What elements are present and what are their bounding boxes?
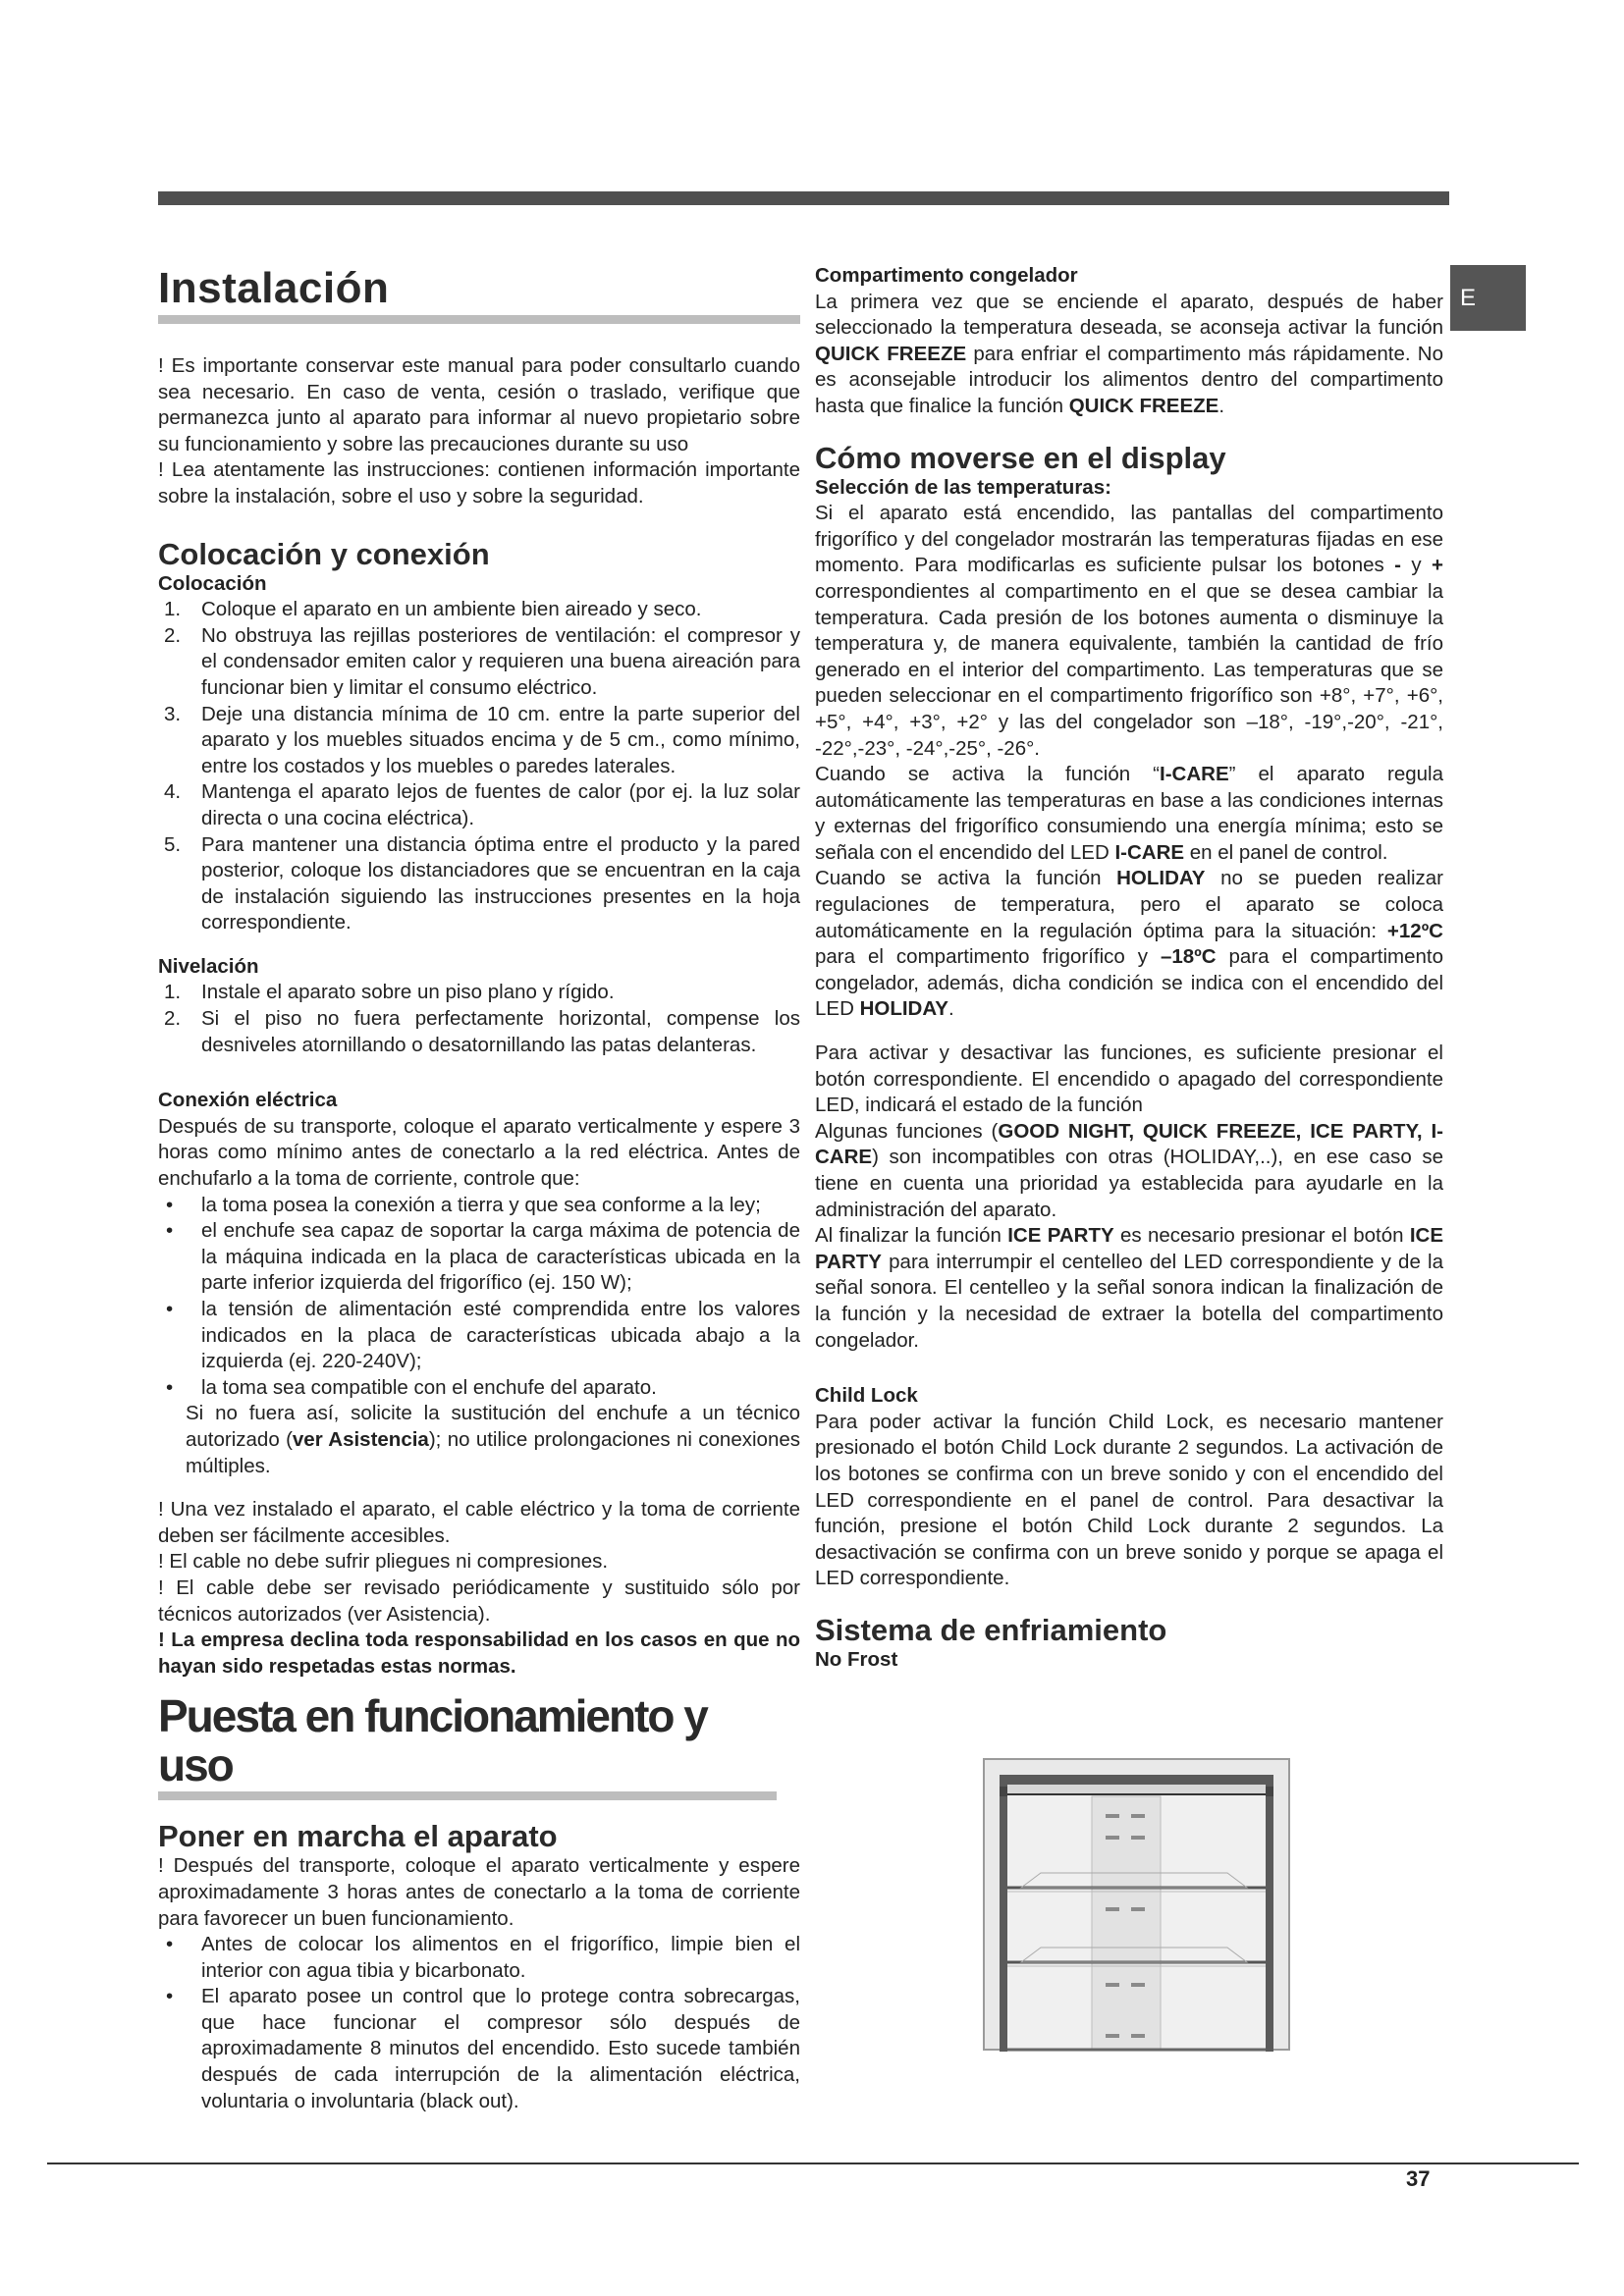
- top-rule: [158, 191, 1449, 205]
- child-lock-paragraph: Para poder activar la función Child Lock, es necesario mantener presionado el botón Child Lock durante 2 segundos. La activación de los botones se confirma con un breve sonido y con el encendido del LED correspondiente en el panel de control. Para desactivar la función, presione el botón Child Lock durante 2 segundos. La desactivación se confirma con un breve sonido y porque se apaga el LED correspondiente.: [815, 1410, 1443, 1590]
- temperature-selection-paragraph: Si el aparato está encendido, las pantallas del compartimento frigorífico y del congelador mostrarán las temperaturas fijadas en ese momento. Para modificarlas es suficiente pulsar los botones - y + correspondientes al compartimento en el que se desea cambiar la temperatura. Cada presión de los botones aumenta o disminuye la temperatura y, de manera equivalente, también la cantidad de frío generado en el interior del compartimento. Las temperaturas que se pueden seleccionar en el compartimento frigorífico son +8°, +7°, +6°, +5°, +4°, +3°, +2° y las del congelador son –18°, -19°,-20°, -21°, -22°,-23°, -24°,-25°, -26°.: [815, 502, 1443, 760]
- bottom-rule: [47, 2163, 1579, 2164]
- freezer-paragraph: La primera vez que se enciende el aparato, después de haber seleccionado la temperatura deseada, se aconseja activar la función QUICK FREEZE para enfriar el compartimento más rápidamente. No es aconsejable introducir los alimentos dentro del compartimento hasta que finalice la función QUICK FREEZE.: [815, 290, 1443, 417]
- temperature-selection-subtitle: Selección de las temperaturas:: [815, 475, 1111, 499]
- list-item: • la toma posea la conexión a tierra y que sea conforme a la ley;: [158, 1193, 800, 1219]
- list-item: • el enchufe sea capaz de soportar la carga máxima de potencia de la máquina indicada en la placa de características ubicada en la parte inferior izquierda del frigorífico (ej. 150 W);: [158, 1218, 800, 1297]
- display-title: Cómo moverse en el display: [815, 440, 1226, 475]
- left-column: [158, 250, 800, 2114]
- page-number: 37: [1406, 2166, 1431, 2191]
- leveling-list: [158, 980, 800, 1058]
- cooling-system-title: Sistema de enfriamiento: [815, 1612, 1167, 1647]
- holiday-paragraph: Cuando se activa la función HOLIDAY no se pueden realizar regulaciones de temperatura, pero el aparato se coloca automáticamente en la regulación óptima para la situación: +12ºC para el compartimento frigorífico y –18ºC para el compartimento congelador, además, dicha condición se indica con el encendido del LED HOLIDAY.: [815, 867, 1443, 1021]
- language-tab-label: E: [1460, 285, 1477, 311]
- placement-connection-title: Colocación y conexión: [158, 536, 490, 571]
- placement-list: [158, 597, 800, 936]
- activate-paragraph: Para activar y desactivar las funciones, es suficiente presionar el botón correspondiente. El encendido o apagado del correspondiente LED, indicará el estado de la función: [815, 1041, 1443, 1117]
- intro-paragraph-1: ! Es importante conservar este manual para poder consultarlo cuando sea necesario. En caso de venta, cesión o traslado, verifique que permanezca junto al aparato para informar al nuevo propietario sobre su funcionamiento y sobre las precauciones durante su uso: [158, 354, 800, 455]
- installation-title: Instalación: [158, 264, 800, 324]
- no-frost-subtitle: No Frost: [815, 1647, 898, 1671]
- placement-subtitle: Colocación: [158, 571, 267, 595]
- liability-warning: ! La empresa declina toda responsabilidad en los casos en que no hayan sido respetadas estas normas.: [158, 1629, 800, 1678]
- ice-party-paragraph: Al finalizar la función ICE PARTY es necesario presionar el botón ICE PARTY para interrumpir el centelleo del LED correspondiente y de la señal sonora. El centelleo y la señal sonora indican la finalización de la función y la necesidad de extraer la botella del compartimento congelador.: [815, 1224, 1443, 1352]
- list-item: • Antes de colocar los alimentos en el frigorífico, limpie bien el interior con agua tibia y bicarbonato.: [158, 1932, 800, 1984]
- electrical-checklist: [158, 1193, 800, 1402]
- list-item: 1. Coloque el aparato en un ambiente bien aireado y seco.: [164, 598, 702, 621]
- list-item: 5. Para mantener una distancia óptima entre el producto y la pared posterior, coloque los distanciadores que se encuentran en la caja de instalación siguiendo las instrucciones presentes en la hoja correspondiente.: [164, 832, 800, 934]
- list-item: 1. Instale el aparato sobre un piso plano y rígido.: [164, 981, 615, 1004]
- start-bullets: [158, 1932, 800, 2114]
- list-item: • El aparato posee un control que lo protege contra sobrecargas, que hace funcionar el compresor sólo después de aproximadamente 8 minutos del encendido. Esto sucede también después de cada interrupción de la alimentación eléctrica, voluntaria o involuntaria (black out).: [158, 1984, 800, 2114]
- child-lock-subtitle: Child Lock: [815, 1384, 918, 1408]
- intro-paragraph-2: ! Lea atentamente las instrucciones: contienen información importante sobre la instalación, sobre el uso y sobre la seguridad.: [158, 458, 800, 507]
- cable-note-3: ! El cable debe ser revisado periódicamente y sustituido sólo por técnicos autorizados (ver Asistencia).: [158, 1575, 800, 1626]
- leveling-subtitle: Nivelación: [158, 954, 259, 978]
- freezer-subtitle: Compartimento congelador: [815, 264, 1078, 287]
- list-item: 2. Si el piso no fuera perfectamente horizontal, compense los desniveles atornillando o desatornillando las patas delanteras.: [164, 1007, 800, 1056]
- cable-note-2: ! El cable no debe sufrir pliegues ni compresiones.: [158, 1550, 609, 1574]
- list-item: 3. Deje una distancia mínima de 10 cm. entre la parte superior del aparato y los muebles situados encima y de 5 cm., como mínimo, entre los costados y los muebles o paredes laterales.: [164, 702, 800, 777]
- list-item: • la toma sea compatible con el enchufe del aparato.: [158, 1375, 800, 1402]
- electrical-connection-subtitle: Conexión eléctrica: [158, 1089, 338, 1112]
- start-appliance-title: Poner en marcha el aparato: [158, 1819, 558, 1854]
- fridge-interior-illustration: [982, 1757, 1291, 2052]
- incompatible-functions-paragraph: Algunas funciones (GOOD NIGHT, QUICK FREEZE, ICE PARTY, I-CARE) son incompatibles con otras (HOLIDAY,..), en ese caso se tiene en cuenta una prioridad ya establecida para ayudarle en la administración del aparato.: [815, 1119, 1443, 1221]
- right-column: [815, 263, 1443, 1674]
- electrical-connection-intro: Después de su transporte, coloque el aparato verticalmente y espere 3 horas como mínimo antes de conectarlo a la red eléctrica. Antes de enchufarlo a la toma de corriente, controle que:: [158, 1114, 800, 1191]
- list-item: • la tensión de alimentación esté comprendida entre los valores indicados en la placa de características ubicada abajo a la izquierda (ej. 220-240V);: [158, 1297, 800, 1375]
- cable-note-1: ! Una vez instalado el aparato, el cable eléctrico y la toma de corriente deben ser fácilmente accesibles.: [158, 1498, 800, 1547]
- startup-use-title: Puesta en funcionamiento y uso: [158, 1691, 777, 1800]
- plug-replacement-note: Si no fuera así, solicite la sustitución del enchufe a un técnico autorizado (ver Asistencia); no utilice prolongaciones ni conexiones múltiples.: [186, 1402, 800, 1477]
- language-tab: [1450, 265, 1526, 331]
- start-intro: ! Después del transporte, coloque el aparato verticalmente y espere aproximadamente 3 horas antes de conectarlo a la toma de corriente para favorecer un buen funcionamiento.: [158, 1854, 800, 1930]
- list-item: 2. No obstruya las rejillas posteriores de ventilación: el compresor y el condensador emiten calor y requieren una buena aireación para funcionar bien y limitar el consumo eléctrico.: [164, 623, 800, 699]
- icare-paragraph: Cuando se activa la función “I-CARE” el aparato regula automáticamente las temperaturas en base a las condiciones internas y externas del frigorífico consumiendo una energía mínima; esto se señala con el encendido del LED I-CARE en el panel de control.: [815, 763, 1443, 864]
- list-item: 4. Mantenga el aparato lejos de fuentes de calor (por ej. la luz solar directa o una cocina eléctrica).: [164, 780, 800, 829]
